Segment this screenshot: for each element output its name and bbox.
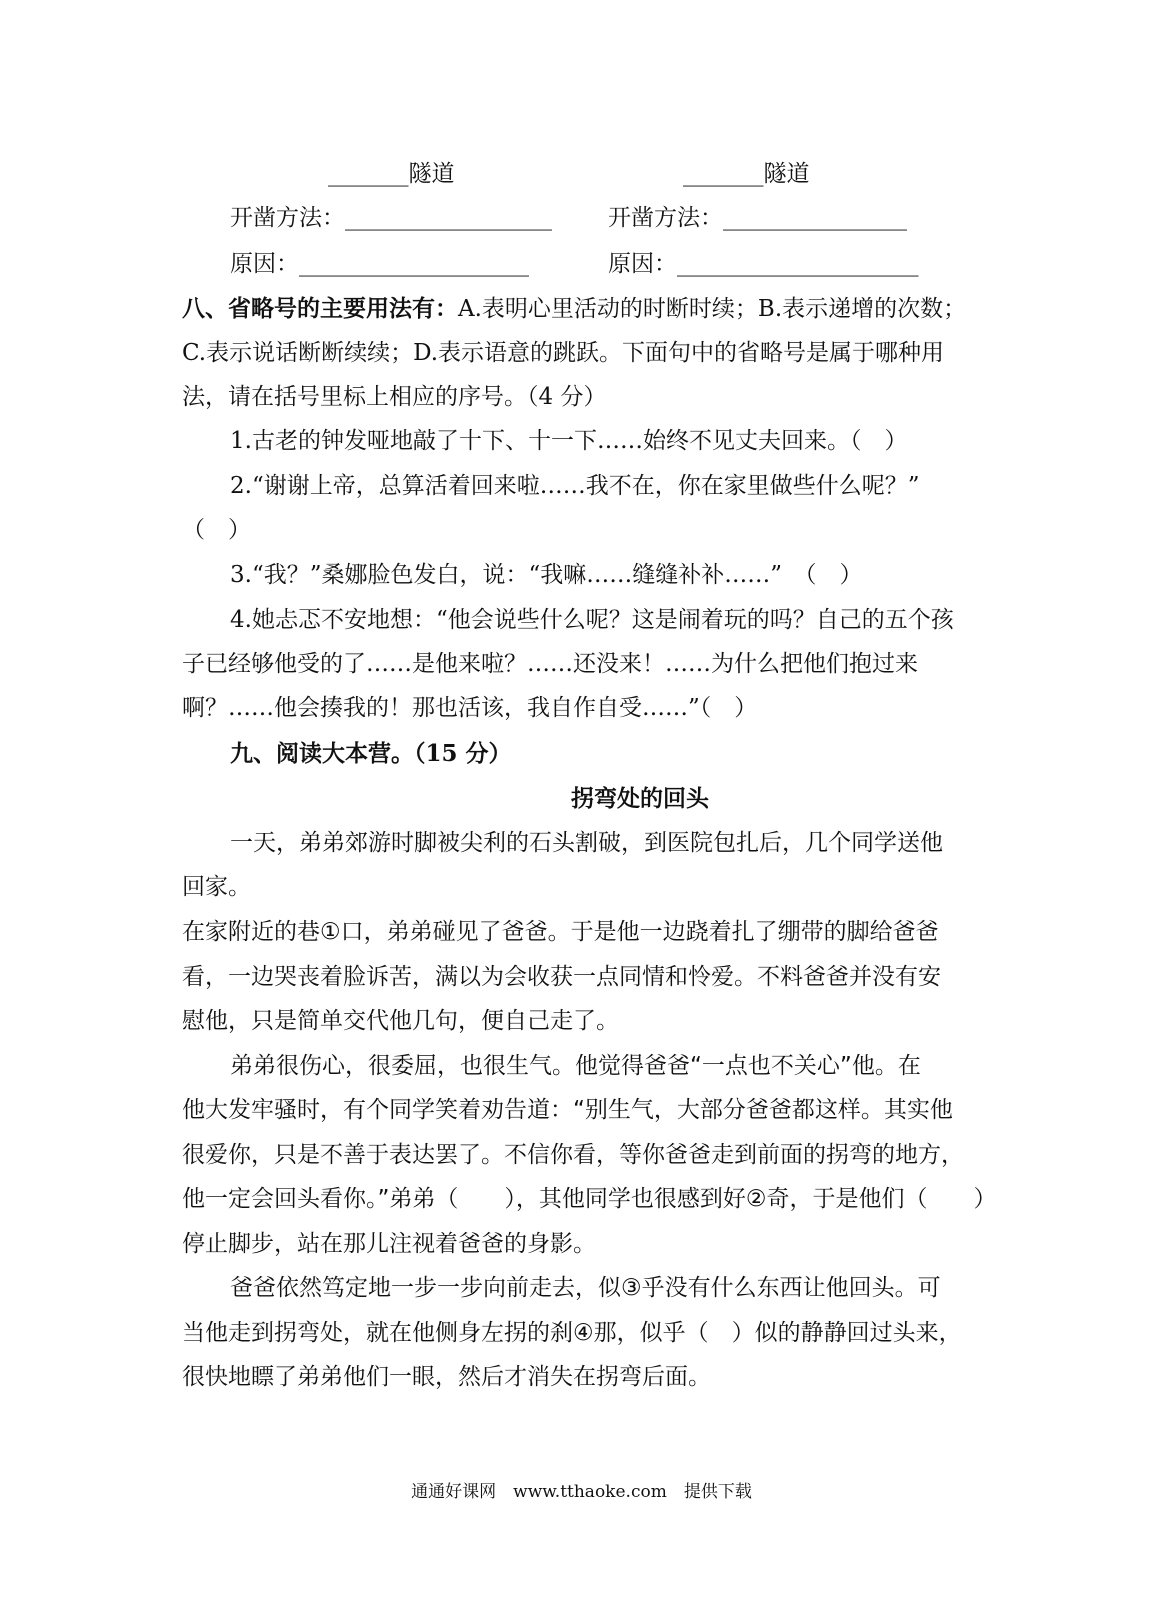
passage-p4-line1: 爸爸依然笃定地一步一步向前走去，似③乎没有什么东西让他回头。可	[230, 1275, 941, 1301]
question-4-line3: 啊？……他会揍我的！那也活该，我自作自受……”（ ）	[182, 695, 758, 721]
passage-p2-line3: 慰他，只是简单交代他几句，便自己走了。	[182, 1008, 619, 1034]
passage-p4-line2: 当他走到拐弯处，就在他侧身左拐的刹④那，似乎（ ）似的静静回过头来，	[182, 1320, 962, 1346]
passage-p2-line2: 看，一边哭丧着脸诉苦，满以为会收获一点同情和怜爱。不料爸爸并没有安	[182, 964, 941, 990]
passage-p2-line1: 在家附近的巷①口，弟弟碰见了爸爸。于是他一边跷着扎了绷带的脚给爸爸	[182, 919, 939, 945]
question-2-line2: （ ）	[182, 517, 251, 543]
tunnel-right-title: _______隧道	[683, 161, 810, 187]
passage-p1-line1: 一天，弟弟郊游时脚被尖利的石头割破，到医院包扎后，几个同学送他	[230, 830, 943, 856]
tunnel-left-title: _______隧道	[328, 161, 455, 187]
question-4-line2: 子已经够他受的了……是他来啦？……还没来！……为什么把他们抱过来	[182, 651, 918, 677]
passage-p3-line3: 很爱你，只是不善于表达罢了。不信你看，等你爸爸走到前面的拐弯的地方，	[182, 1142, 964, 1168]
section9-heading: 九、阅读大本营。（15 分）	[230, 740, 512, 767]
question-2-line1: 2.“谢谢上帝，总算活着回来啦……我不在，你在家里做些什么呢？”	[230, 473, 920, 499]
passage-p3-line2: 他大发牢骚时，有个同学笑着劝告道：“别生气，大部分爸爸都这样。其实他	[182, 1097, 953, 1123]
question-4-line1: 4.她忐忑不安地想：“他会说些什么呢？这是闹着玩的吗？自己的五个孩	[230, 607, 954, 633]
question-3: 3.“我？”桑娜脸色发白，说：“我嘛……缝缝补补……” （ ）	[230, 562, 863, 588]
section8-intro-line2: C.表示说话断断续续；D.表示语意的跳跃。下面句中的省略号是属于哪种用	[182, 340, 945, 366]
passage-title: 拐弯处的回头	[571, 786, 709, 812]
passage-p3-line1: 弟弟很伤心，很委屈，也很生气。他觉得爸爸“一点也不关心”他。在	[230, 1053, 921, 1079]
tunnel-right-reason: 原因：_____________________	[608, 251, 919, 277]
tunnel-left-reason: 原因：____________________	[230, 251, 529, 277]
tunnel-right-method: 开凿方法：________________	[608, 205, 907, 231]
section8-intro-line1	[182, 294, 966, 324]
passage-p3-line5: 停止脚步，站在那儿注视着爸爸的身影。	[182, 1231, 596, 1257]
section8-heading: 八、省略号的主要用法有：	[182, 295, 458, 322]
passage-p3-line4: 他一定会回头看你。”弟弟（ ），其他同学也很感到好②奇，于是他们（ ）	[182, 1186, 997, 1212]
passage-p1-line2: 回家。	[182, 874, 251, 900]
section8-intro-line3: 法，请在括号里标上相应的序号。（4 分）	[182, 384, 607, 410]
passage-p4-line3: 很快地瞟了弟弟他们一眼，然后才消失在拐弯后面。	[182, 1364, 711, 1390]
question-1: 1.古老的钟发哑地敲了十下、十一下……始终不见丈夫回来。（ ）	[230, 428, 908, 454]
page-footer: 通通好课网 www.tthaoke.com 提供下载	[411, 1482, 752, 1502]
section8-intro-rest: A.表明心里活动的时断时续；B.表示递增的次数；	[458, 296, 967, 322]
tunnel-left-method: 开凿方法：__________________	[230, 205, 552, 231]
